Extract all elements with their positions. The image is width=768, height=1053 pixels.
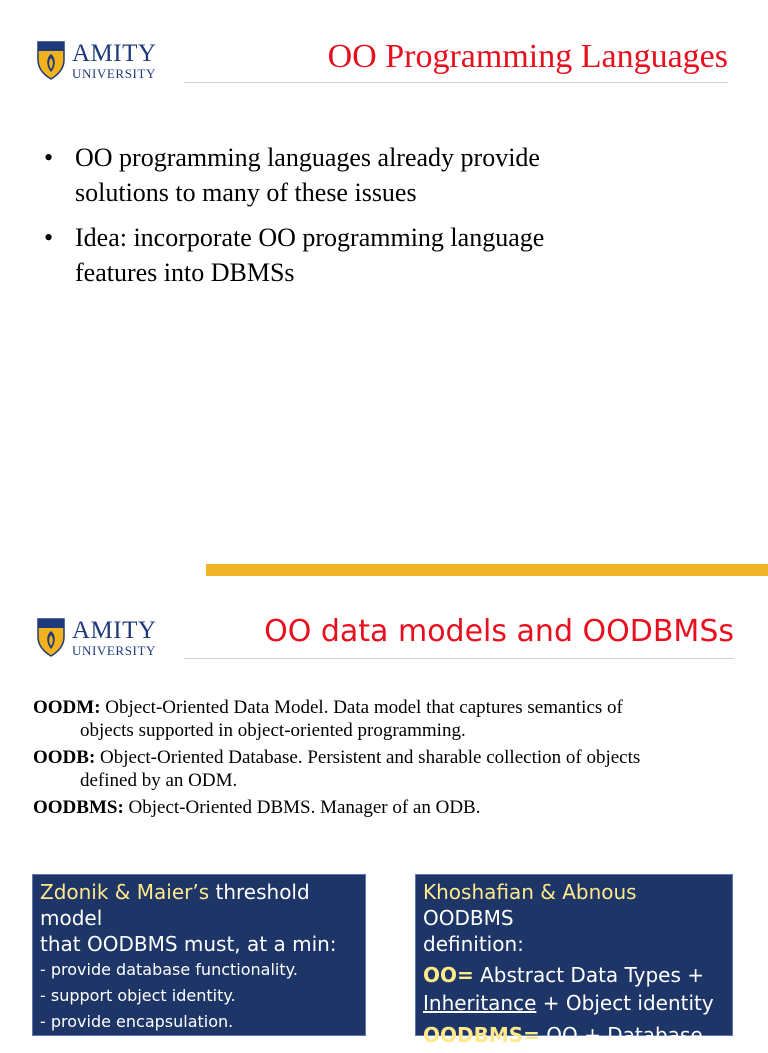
amity-shield-icon xyxy=(36,40,66,80)
oo-formula-text2: + Object identity xyxy=(536,991,714,1015)
box-heading-line2: definition: xyxy=(423,932,524,956)
title-divider xyxy=(184,658,734,659)
definition-item xyxy=(33,746,733,792)
slide-title: OO Programming Languages xyxy=(327,38,728,75)
footer-accent-bar xyxy=(206,564,768,576)
bullet-text-line2: solutions to many of these issues xyxy=(75,178,417,207)
oo-formula-label: OO= xyxy=(423,963,474,987)
definition-text: Object-Oriented Data Model. Data model that captures semantics of xyxy=(100,697,623,718)
bullet-text-line1: Idea: incorporate OO programming language xyxy=(75,223,545,252)
oo-formula-underlined: Inheritance xyxy=(423,991,537,1015)
bullet-text-line1: OO programming languages already provide xyxy=(75,143,540,172)
logo-name: AMITY xyxy=(72,39,157,67)
box-heading-rest: threshold model xyxy=(40,880,310,930)
amity-logo xyxy=(36,617,156,657)
logo-name: AMITY xyxy=(72,616,157,644)
box-heading xyxy=(40,879,358,957)
definition-list xyxy=(33,696,733,823)
title-divider xyxy=(184,82,728,83)
logo-sub: UNIVERSITY xyxy=(72,642,156,658)
bullet-item xyxy=(44,220,694,290)
logo-sub: UNIVERSITY xyxy=(72,65,156,81)
threshold-model-box xyxy=(32,874,366,1036)
amity-logo xyxy=(36,40,156,80)
slide-title: OO data models and OODBMSs xyxy=(264,614,734,649)
box-list-item: - provide encapsulation. xyxy=(40,1012,234,1031)
bullet-list xyxy=(44,140,694,300)
bullet-text-line2: features into DBMSs xyxy=(75,258,295,287)
definition-text: Object-Oriented Database. Persistent and sharable collection of objects xyxy=(95,747,641,768)
amity-shield-icon xyxy=(36,617,66,657)
definition-item xyxy=(33,796,733,819)
box-heading-highlight: Khoshafian & Abnous xyxy=(423,880,637,904)
definition-item xyxy=(33,696,733,742)
slide-oo-data-models xyxy=(0,578,768,1047)
oodbms-definition-box xyxy=(415,874,733,1047)
definition-continuation: objects supported in object-oriented programming. xyxy=(80,720,466,741)
box-list-item: - support object identity. xyxy=(40,986,236,1005)
oodbms-formula xyxy=(423,1021,725,1049)
bullet-mark: • xyxy=(44,223,54,252)
box-heading xyxy=(423,879,725,957)
definition-continuation: defined by an ODM. xyxy=(80,770,238,791)
definition-term: OODB: xyxy=(33,747,96,768)
definition-text: Object-Oriented DBMS. Manager of an ODB. xyxy=(123,797,481,818)
bullet-mark: • xyxy=(44,143,54,172)
definition-term: OODBMS: xyxy=(33,797,124,818)
oodbms-formula-text: OO + Database xyxy=(539,1023,703,1047)
oo-formula xyxy=(423,961,725,1017)
oodbms-formula-label: OODBMS= xyxy=(423,1023,540,1047)
definition-term: OODM: xyxy=(33,697,101,718)
box-heading-rest: OODBMS xyxy=(423,906,514,930)
box-heading-highlight: Zdonik & Maier’s xyxy=(40,880,210,904)
box-heading-line2: that OODBMS must, at a min: xyxy=(40,932,337,956)
bullet-item xyxy=(44,140,694,210)
box-list-item: - provide database functionality. xyxy=(40,960,298,979)
oo-formula-text: Abstract Data Types + xyxy=(473,963,705,987)
